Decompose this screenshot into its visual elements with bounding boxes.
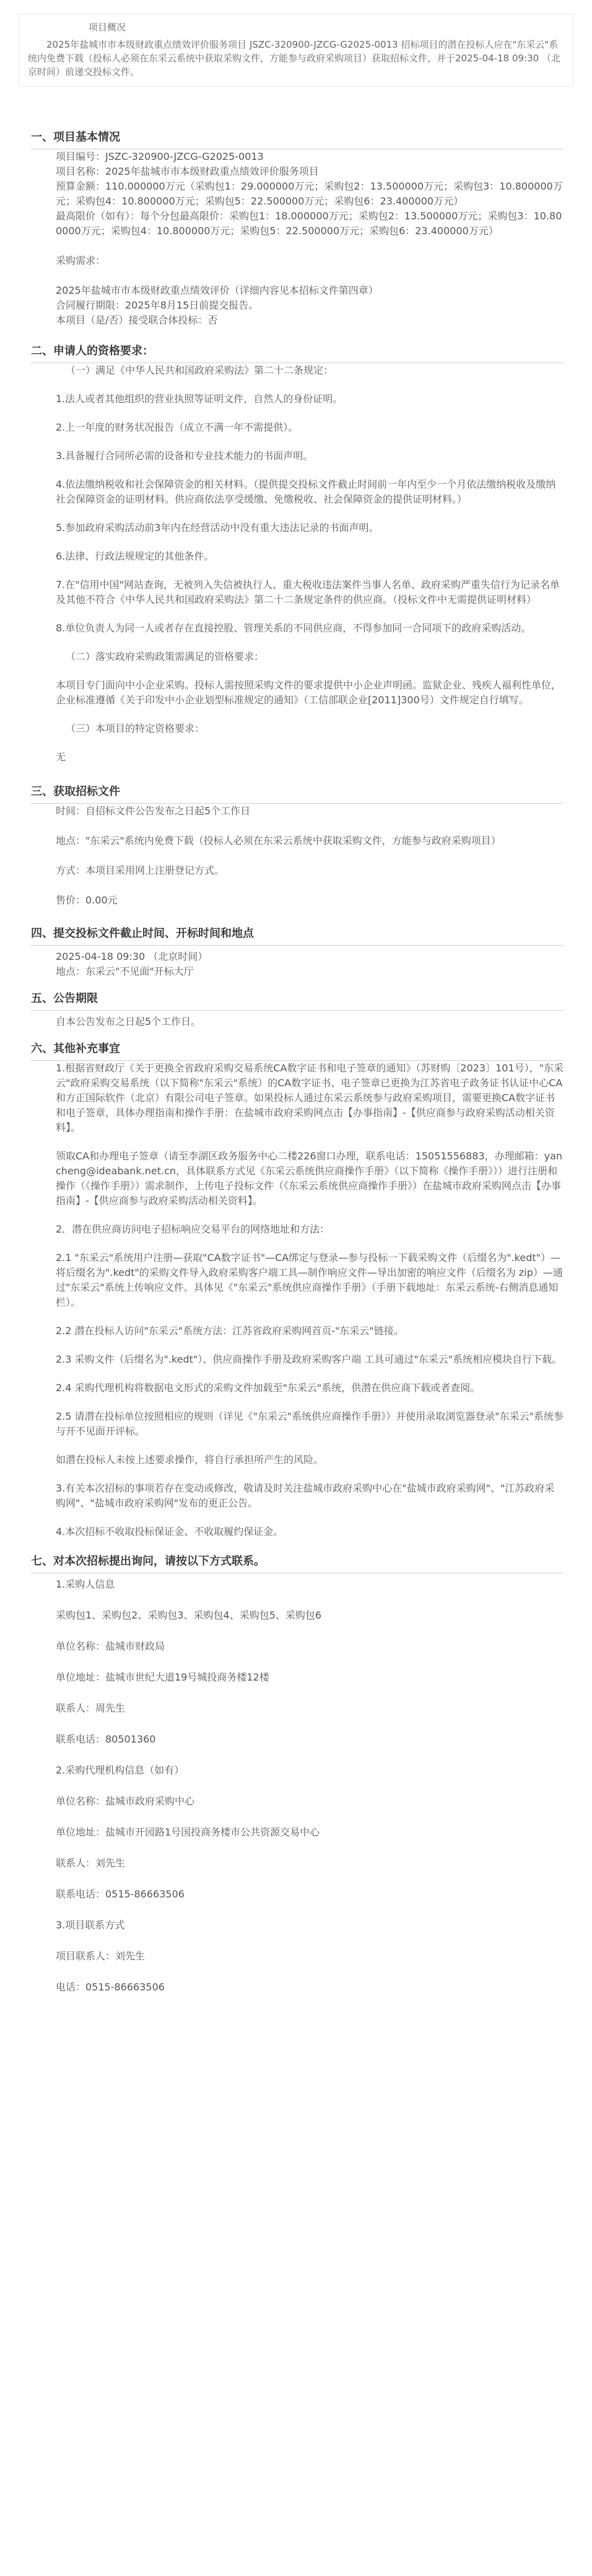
obtain-method: 方式：本项目采用网上注册登记方式。: [56, 864, 225, 876]
paragraph: 如潜在投标人未按上述要求操作，将自行承担所产生的风险。: [56, 1454, 324, 1466]
project-overview-box: [19, 14, 573, 87]
list-item: 8.单位负责人为同一人或者存在直接控股、管理关系的不同供应商，不得参加同一合同项下的政府采购活动。: [56, 622, 531, 634]
paragraph: 2．潜在供应商访问电子招标响应交易平台的网络地址和方法：: [56, 1223, 330, 1235]
obtain-time: 时间：自招标文件公告发布之日起5个工作日: [56, 805, 251, 817]
consortium-info: 本项目（是/否）接受联合体投标：否: [56, 314, 218, 326]
section-basic-info: [31, 130, 592, 328]
sub-heading-2: （二）落实政府采购政策需满足的资格要求：: [66, 651, 264, 662]
paragraph: 2.4 采购代理机构将数据电文形式的采购文件加载至"东采云"系统，供潜在供应商下载或者查阅。: [56, 1382, 481, 1394]
project-number: 项目编号：JSZC-320900-JZCG-G2025-0013: [56, 151, 264, 162]
section-body: [56, 804, 564, 908]
section-body: [56, 1577, 564, 1995]
section-title: 六、其他补充事宜: [31, 1042, 564, 1061]
project-contact-heading: 3.项目联系方式: [56, 1919, 125, 1931]
list-item: 2.上一年度的财务状况报告（成立不满一年不需提供）。: [56, 421, 298, 433]
section-title: 五、公告期限: [31, 991, 564, 1011]
section-obtain-docs: [31, 785, 592, 908]
doc-price: 售价：0.00元: [56, 894, 118, 906]
section-body: [56, 949, 564, 979]
policy-text: 本项目专门面向中小企业采购。投标人需按照采购文件的要求提供中小企业声明函。监狱企业、残疾人福利性单位，企业标准遵循《关于印发中小企业划型标准规定的通知》（工信部联企业[2011]300号）文件规定自行填写。: [56, 679, 562, 706]
paragraph: 2.5 请潜在投标单位按照相应的规则（详见《"东采云"系统供应商操作手册》）并使用录取浏览器登录"东采云"系统参与开不见面开评标。: [56, 1410, 564, 1437]
section-title: 二、申请人的资格要求：: [31, 344, 564, 363]
list-item: 6.法律、行政法规规定的其他条件。: [56, 550, 214, 562]
special-requirement: 无: [56, 751, 66, 763]
list-item: 1.法人或者其他组织的营业执照等证明文件，自然人的身份证明。: [56, 393, 343, 405]
paragraph: 1.根据省财政厅《关于更换全省政府采购交易系统CA数字证书和电子签章的通知》（苏财购〔2023〕101号），"东采云"政府采购交易系统（以下简称"东采云"系统）的CA数字证书、电子签章已更换为江苏省电子政务证书认证中心CA和方正国际软件（北京）有限公司电子签章。如果投标人通过东采云系统参与政府采购项目，需要更换CA数字证书和电子签章，具体办理指南和操作手册：在盐城市政府采购网点击【办事指南】-【供应商参与政府采购活动相关资料】。: [56, 1062, 564, 1133]
purchaser-name: 单位名称：盐城市财政局: [56, 1640, 165, 1652]
purchaser-phone: 联系电话：80501360: [56, 1733, 156, 1745]
purchaser-heading: 1.采购人信息: [56, 1578, 115, 1590]
project-contact-person: 项目联系人：刘先生: [56, 1950, 146, 1962]
contract-period: 合同履行期限：2025年8月15日前提交报告。: [56, 299, 259, 311]
paragraph: 2.3 采购文件（后缀名为".kedt"）、供应商操作手册及政府采购客户端 工具可通过"东采云"系统相应模块自行下载。: [56, 1353, 562, 1365]
sub-heading-1: （一）满足《中华人民共和国政府采购法》第二十二条规定：: [66, 364, 334, 376]
agency-phone: 联系电话：0515-86663506: [56, 1888, 185, 1900]
list-item: 5.参加政府采购活动前3年内在经营活动中没有重大违法记录的书面声明。: [56, 522, 379, 534]
max-price: 最高限价（如有）：每个分包最高限价：采购包1：18.000000万元；采购包2：13.500000万元；采购包3：10.800000万元；采购包4：10.800000万元；采购包5：22.500000万元；采购包6：23.400000万元）: [56, 210, 562, 237]
obtain-place: 地点："东采云"系统内免费下载（投标人必须在东采云系统中获取采购文件，方能参与政府采购项目）: [56, 835, 501, 846]
section-notice-period: [31, 991, 592, 1029]
demand-text: 2025年盐城市市本级财政重点绩效评价（详细内容见本招标文件第四章）: [56, 284, 378, 296]
section-qualifications: [31, 344, 592, 765]
paragraph: 4.本次招标不收取投标保证金、不收取履约保证金。: [56, 1526, 284, 1537]
overview-text: 2025年盐城市市本级财政重点绩效评价服务项目 JSZC-320900-JZCG-G2025-0013 招标项目的潜在投标人应在"东采云"系统内免费下载（投标人必须在东采云系统中获取采购文件，方能参与政府采购项目）获取招标文件，并于2025-04-18 09:30 （北京时间）前递交投标文件。: [28, 39, 560, 77]
section-title: 一、项目基本情况: [31, 130, 564, 149]
bid-opening-place: 地点：东采云"不见面"开标大厅: [56, 965, 194, 977]
purchaser-packages: 采购包1、采购包2、采购包3、采购包4、采购包5、采购包6: [56, 1609, 322, 1621]
section-body: [56, 1061, 564, 1539]
section-contact: [31, 1554, 592, 1995]
list-item: 3.具备履行合同所必需的设备和专业技术能力的书面声明。: [56, 450, 313, 462]
paragraph: 3.有关本次招标的事项若存在变动或修改，敬请及时关注盐城市政府采购中心在"盐城市政府采购网"、"江苏政府采购网"、"盐城市政府采购网"发布的更正公告。: [56, 1482, 555, 1509]
section-body: [56, 149, 564, 328]
demand-label: 采购需求：: [56, 255, 106, 266]
paragraph: 领取CA和办理电子签章（请至李湖区政务服务中心二楼226窗口办理，联系电话：15051556883，办理邮箱：yancheng@ideabank.net.cn，具体联系方式见《东采云系统供应商操作手册》（以下简称《操作手册》））进行注册和操作（《操作手册》）需求制作，上传电子投标文件（《东采云系统供应商操作手册》）在盐城市政府采购网点击【办事指南】-【供应商参与政府采购活动相关资料】。: [56, 1150, 563, 1207]
agency-address: 单位地址：盐城市开园路1号国投商务楼市公共资源交易中心: [56, 1826, 320, 1838]
section-title: 四、提交投标文件截止时间、开标时间和地点: [31, 926, 564, 946]
budget-amount: 预算金额：110.000000万元（采购包1：29.000000万元；采购包2：13.500000万元；采购包3：10.800000万元；采购包4：10.800000万元；采购包5：22.500000万元；采购包6：23.400000万元）: [56, 180, 563, 207]
paragraph: 2.1 "东采云"系统用户注册—获取"CA数字证书"—CA绑定与登录—参与投标一下载采购文件（后缀名为".kedt"）—将后缀名为".kedt"的采购文件导入政府采购客户端工具—制作响应文件—导出加密的响应文件（后缀名为 zip）—通过"东采云"系统上传响应文件。具体见《"东采云"系统供应商操作手册》（手册下载地址：东采云系统-右侧消息通知栏）。: [56, 1252, 563, 1308]
notice-period-text: 自本公告发布之日起5个工作日。: [56, 1016, 201, 1027]
agency-name: 单位名称：盐城市政府采购中心: [56, 1795, 195, 1807]
sub-heading-3: （三）本项目的特定资格要求：: [66, 723, 205, 734]
section-body: [56, 363, 564, 765]
list-item: 4.依法缴纳税收和社会保障资金的相关材料。（提供提交投标文件截止时间前一年内至少一个月依法缴纳税收及缴纳社会保障资金的证明材料。供应商依法享受缓缴、免缴税收、社会保障资金的提供证明材料。）: [56, 478, 556, 505]
project-contact-phone: 电话：0515-86663506: [56, 1981, 165, 1993]
purchaser-address: 单位地址：盐城市世纪大道19号城投商务楼12楼: [56, 1671, 269, 1683]
section-title: 七、对本次招标提出询问，请按以下方式联系。: [31, 1554, 564, 1573]
section-deadline: [31, 926, 592, 979]
section-body: [56, 1014, 564, 1029]
purchaser-contact: 联系人：周先生: [56, 1702, 126, 1714]
deadline-datetime: 2025-04-18 09:30 （北京时间）: [56, 951, 208, 962]
list-item: 7.在"信用中国"网站查询，无被列入失信被执行人、重大税收违法案件当事人名单、政府采购严重失信行为记录名单及其他不符合《中华人民共和国政府采购法》第二十二条规定条件的供应商。（投标文件中无需提供证明材料）: [56, 579, 560, 605]
paragraph: 2.2 潜在投标人访问"东采云"系统方法：江苏省政府采购网首页-"东采云"链接。: [56, 1325, 404, 1337]
section-title: 三、获取招标文件: [31, 785, 564, 804]
overview-title: 项目概况: [89, 22, 126, 33]
project-name: 项目名称：2025年盐城市市本级财政重点绩效评价服务项目: [56, 165, 319, 177]
agency-contact: 联系人：刘先生: [56, 1857, 126, 1869]
agency-heading: 2.采购代理机构信息（如有）: [56, 1764, 185, 1776]
section-other-matters: [31, 1042, 592, 1539]
